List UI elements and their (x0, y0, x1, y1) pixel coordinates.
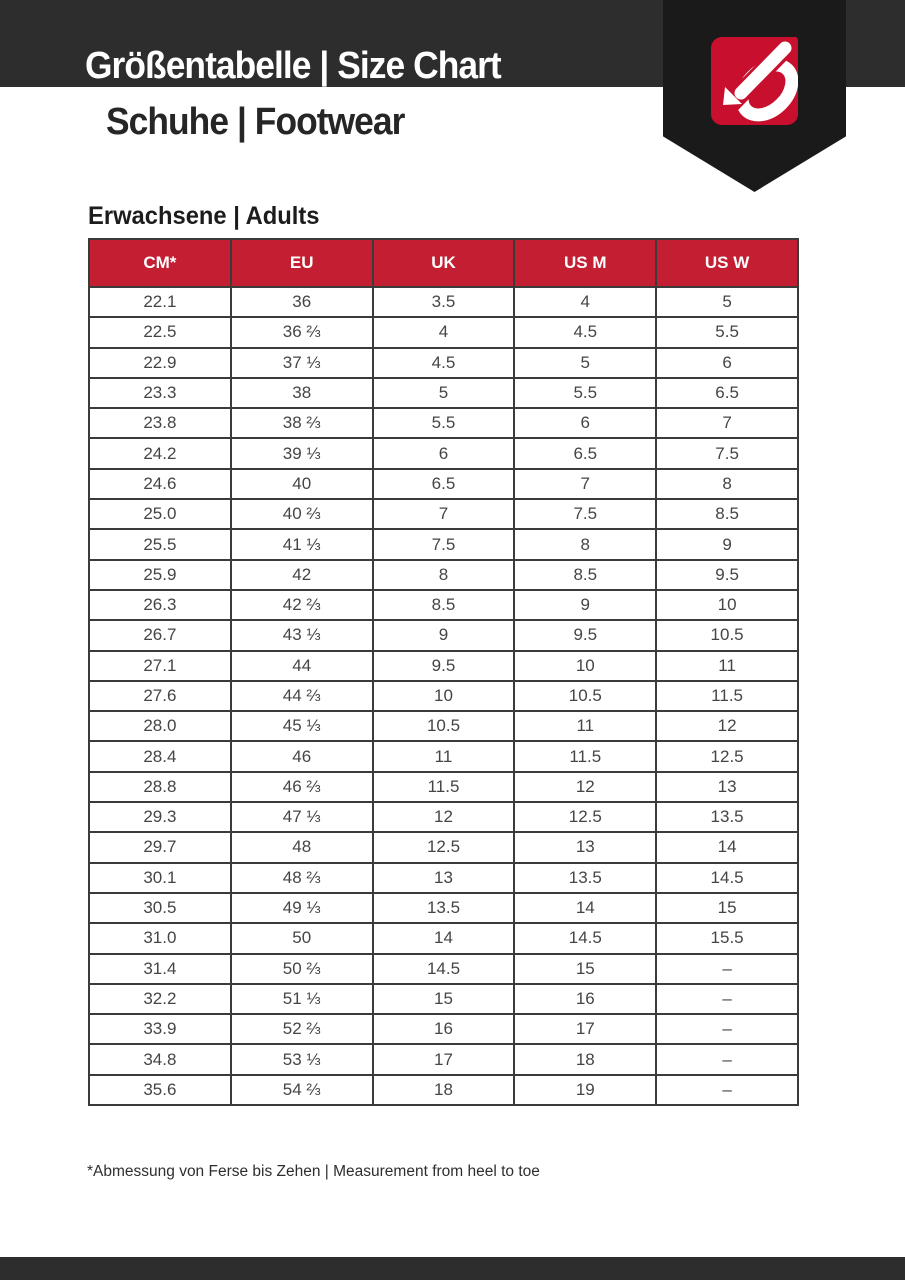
size-cell: 23.3 (89, 378, 231, 408)
size-cell: 10.5 (656, 620, 798, 650)
table-row (89, 590, 798, 620)
size-cell: 6 (514, 408, 656, 438)
size-cell: 48 ⅔ (231, 863, 373, 893)
size-cell: – (656, 1044, 798, 1074)
size-cell: 52 ⅔ (231, 1014, 373, 1044)
size-table (88, 238, 799, 1106)
size-cell: 13 (373, 863, 515, 893)
size-cell: 12.5 (514, 802, 656, 832)
size-cell: 10.5 (514, 681, 656, 711)
brand-pennant (663, 0, 846, 192)
size-cell: 30.5 (89, 893, 231, 923)
size-cell: 5.5 (514, 378, 656, 408)
size-cell: 7 (373, 499, 515, 529)
size-cell: 22.5 (89, 317, 231, 347)
size-cell: 9 (656, 529, 798, 559)
size-cell: 7.5 (373, 529, 515, 559)
size-cell: 42 ⅔ (231, 590, 373, 620)
size-cell: 24.6 (89, 469, 231, 499)
table-row (89, 499, 798, 529)
size-cell: 12.5 (656, 741, 798, 771)
size-cell: 27.6 (89, 681, 231, 711)
size-cell: 28.8 (89, 772, 231, 802)
size-cell: 22.9 (89, 348, 231, 378)
size-cell: 24.2 (89, 438, 231, 468)
size-cell: 41 ⅓ (231, 529, 373, 559)
column-header-eu: EU (231, 239, 373, 287)
table-row (89, 348, 798, 378)
size-cell: 15.5 (656, 923, 798, 953)
size-cell: 11 (373, 741, 515, 771)
size-cell: 49 ⅓ (231, 893, 373, 923)
size-cell: 18 (373, 1075, 515, 1105)
column-header-us-m: US M (514, 239, 656, 287)
size-cell: 8 (373, 560, 515, 590)
table-row (89, 438, 798, 468)
size-cell: – (656, 954, 798, 984)
size-cell: 5 (373, 378, 515, 408)
size-cell: 6 (373, 438, 515, 468)
size-cell: 9.5 (514, 620, 656, 650)
size-cell: 18 (514, 1044, 656, 1074)
column-header-uk: UK (373, 239, 515, 287)
size-cell: 11 (514, 711, 656, 741)
page-subtitle: Schuhe | Footwear (106, 101, 405, 143)
size-cell: 51 ⅓ (231, 984, 373, 1014)
size-cell: 8.5 (514, 560, 656, 590)
size-cell: 12 (373, 802, 515, 832)
table-row (89, 287, 798, 317)
size-cell: 5 (514, 348, 656, 378)
size-cell: 29.3 (89, 802, 231, 832)
size-cell: 5.5 (373, 408, 515, 438)
size-cell: 4.5 (514, 317, 656, 347)
size-cell: 6.5 (656, 378, 798, 408)
table-row (89, 984, 798, 1014)
size-table-body (89, 287, 798, 1105)
size-cell: 3.5 (373, 287, 515, 317)
size-cell: 43 ⅓ (231, 620, 373, 650)
size-cell: 26.7 (89, 620, 231, 650)
size-cell: 12 (514, 772, 656, 802)
size-cell: 38 (231, 378, 373, 408)
size-cell: 33.9 (89, 1014, 231, 1044)
size-cell: 16 (514, 984, 656, 1014)
size-cell: 7 (514, 469, 656, 499)
size-cell: 5 (656, 287, 798, 317)
size-cell: 4.5 (373, 348, 515, 378)
table-row (89, 711, 798, 741)
size-cell: 8.5 (656, 499, 798, 529)
size-cell: 14 (514, 893, 656, 923)
size-cell: 31.4 (89, 954, 231, 984)
size-cell: 28.0 (89, 711, 231, 741)
size-cell: 39 ⅓ (231, 438, 373, 468)
size-cell: 31.0 (89, 923, 231, 953)
size-cell: 9.5 (656, 560, 798, 590)
table-row (89, 378, 798, 408)
size-table-head (89, 239, 798, 287)
column-header-cm: CM* (89, 239, 231, 287)
size-cell: 46 ⅔ (231, 772, 373, 802)
size-cell: 9.5 (373, 651, 515, 681)
size-cell: 8 (514, 529, 656, 559)
size-cell: 38 ⅔ (231, 408, 373, 438)
size-cell: 7.5 (514, 499, 656, 529)
table-row (89, 620, 798, 650)
size-cell: 8.5 (373, 590, 515, 620)
size-cell: 46 (231, 741, 373, 771)
size-cell: 32.2 (89, 984, 231, 1014)
size-cell: 30.1 (89, 863, 231, 893)
size-cell: 14.5 (373, 954, 515, 984)
size-cell: 15 (656, 893, 798, 923)
footnote: *Abmessung von Ferse bis Zehen | Measurement from heel to toe (87, 1163, 540, 1180)
table-row (89, 863, 798, 893)
size-cell: 14.5 (514, 923, 656, 953)
size-cell: 47 ⅓ (231, 802, 373, 832)
size-cell: 4 (514, 287, 656, 317)
size-cell: 25.5 (89, 529, 231, 559)
table-row (89, 954, 798, 984)
size-cell: 13 (656, 772, 798, 802)
size-cell: 7.5 (656, 438, 798, 468)
size-cell: 50 ⅔ (231, 954, 373, 984)
table-row (89, 1075, 798, 1105)
size-cell: 6 (656, 348, 798, 378)
table-row (89, 681, 798, 711)
page-title: Größentabelle | Size Chart (85, 45, 501, 87)
size-cell: 27.1 (89, 651, 231, 681)
column-header-us-w: US W (656, 239, 798, 287)
size-cell: 40 ⅔ (231, 499, 373, 529)
table-row (89, 651, 798, 681)
section-heading: Erwachsene | Adults (88, 202, 320, 230)
table-row (89, 529, 798, 559)
size-cell: 7 (656, 408, 798, 438)
size-cell: 19 (514, 1075, 656, 1105)
size-cell: 37 ⅓ (231, 348, 373, 378)
size-cell: 34.8 (89, 1044, 231, 1074)
size-cell: 13.5 (514, 863, 656, 893)
size-cell: 40 (231, 469, 373, 499)
size-cell: 17 (373, 1044, 515, 1074)
size-cell: – (656, 1014, 798, 1044)
size-cell: 9 (373, 620, 515, 650)
size-cell: 11 (656, 651, 798, 681)
size-cell: 9 (514, 590, 656, 620)
table-row (89, 832, 798, 862)
size-cell: 12 (656, 711, 798, 741)
size-cell: 25.0 (89, 499, 231, 529)
table-row (89, 772, 798, 802)
size-cell: 16 (373, 1014, 515, 1044)
size-cell: 29.7 (89, 832, 231, 862)
size-cell: 15 (373, 984, 515, 1014)
table-header-row (89, 239, 798, 287)
size-cell: 36 (231, 287, 373, 317)
size-cell: 54 ⅔ (231, 1075, 373, 1105)
five-ten-logo-icon (711, 37, 798, 125)
size-cell: 44 ⅔ (231, 681, 373, 711)
table-row (89, 560, 798, 590)
size-cell: 6.5 (514, 438, 656, 468)
size-cell: 11.5 (656, 681, 798, 711)
size-cell: 53 ⅓ (231, 1044, 373, 1074)
table-row (89, 802, 798, 832)
size-cell: 26.3 (89, 590, 231, 620)
table-row (89, 317, 798, 347)
size-cell: 13.5 (656, 802, 798, 832)
size-cell: 45 ⅓ (231, 711, 373, 741)
size-cell: 50 (231, 923, 373, 953)
size-cell: 48 (231, 832, 373, 862)
size-cell: 14 (373, 923, 515, 953)
table-row (89, 469, 798, 499)
table-row (89, 408, 798, 438)
size-cell: 4 (373, 317, 515, 347)
footer-bar (0, 1257, 905, 1280)
size-cell: 10 (373, 681, 515, 711)
size-cell: 10.5 (373, 711, 515, 741)
size-cell: 14 (656, 832, 798, 862)
size-cell: 44 (231, 651, 373, 681)
table-row (89, 923, 798, 953)
size-cell: – (656, 1075, 798, 1105)
size-cell: 10 (514, 651, 656, 681)
size-cell: 10 (656, 590, 798, 620)
table-row (89, 741, 798, 771)
size-cell: 17 (514, 1014, 656, 1044)
size-cell: 6.5 (373, 469, 515, 499)
size-cell: 11.5 (514, 741, 656, 771)
size-cell: 12.5 (373, 832, 515, 862)
size-cell: 23.8 (89, 408, 231, 438)
size-cell: – (656, 984, 798, 1014)
table-row (89, 893, 798, 923)
size-cell: 35.6 (89, 1075, 231, 1105)
size-cell: 22.1 (89, 287, 231, 317)
size-cell: 13.5 (373, 893, 515, 923)
size-cell: 36 ⅔ (231, 317, 373, 347)
size-cell: 14.5 (656, 863, 798, 893)
size-cell: 25.9 (89, 560, 231, 590)
table-row (89, 1014, 798, 1044)
size-cell: 8 (656, 469, 798, 499)
table-row (89, 1044, 798, 1074)
size-cell: 15 (514, 954, 656, 984)
size-cell: 42 (231, 560, 373, 590)
size-cell: 13 (514, 832, 656, 862)
size-cell: 11.5 (373, 772, 515, 802)
size-cell: 5.5 (656, 317, 798, 347)
size-cell: 28.4 (89, 741, 231, 771)
